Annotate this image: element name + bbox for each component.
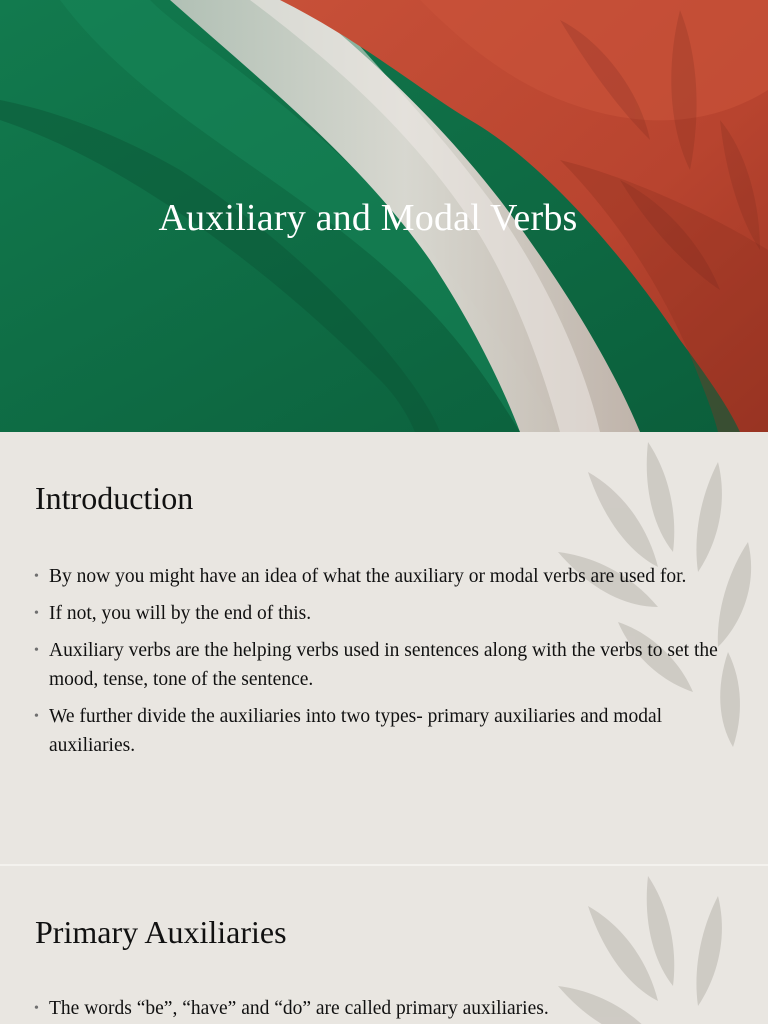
bullet-item <box>34 599 738 628</box>
bullet-item <box>34 636 738 694</box>
primary-auxiliaries-bullet-list <box>34 994 738 1024</box>
bullet-item <box>34 994 738 1023</box>
primary-auxiliaries-slide <box>0 866 768 1024</box>
bullet-text: We further divide the auxiliaries into two types- primary auxiliaries and modal auxiliaries. <box>49 706 663 756</box>
bullet-text: By now you might have an idea of what the auxiliary or modal verbs are used for. <box>49 566 687 587</box>
bullet-item <box>34 702 738 760</box>
bullet-dot: • <box>34 643 39 658</box>
bullet-text: If not, you will by the end of this. <box>49 603 312 624</box>
bullet-text: Auxiliary verbs are the helping verbs used in sentences along with the verbs to set the mood, tense, tone of the sentence. <box>49 640 718 690</box>
bullet-dot: • <box>34 569 39 584</box>
bullet-dot: • <box>34 606 39 621</box>
bullet-text: The words “be”, “have” and “do” are called primary auxiliaries. <box>49 998 549 1019</box>
primary-auxiliaries-heading: Primary Auxiliaries <box>35 914 287 950</box>
slide-title: Auxiliary and Modal Verbs <box>158 197 578 239</box>
introduction-slide <box>0 432 768 864</box>
bullet-item <box>34 562 738 591</box>
introduction-heading: Introduction <box>35 480 194 516</box>
introduction-bullet-list <box>34 562 738 768</box>
title-slide <box>0 0 768 432</box>
bullet-dot: • <box>34 1001 39 1016</box>
bullet-dot: • <box>34 709 39 724</box>
